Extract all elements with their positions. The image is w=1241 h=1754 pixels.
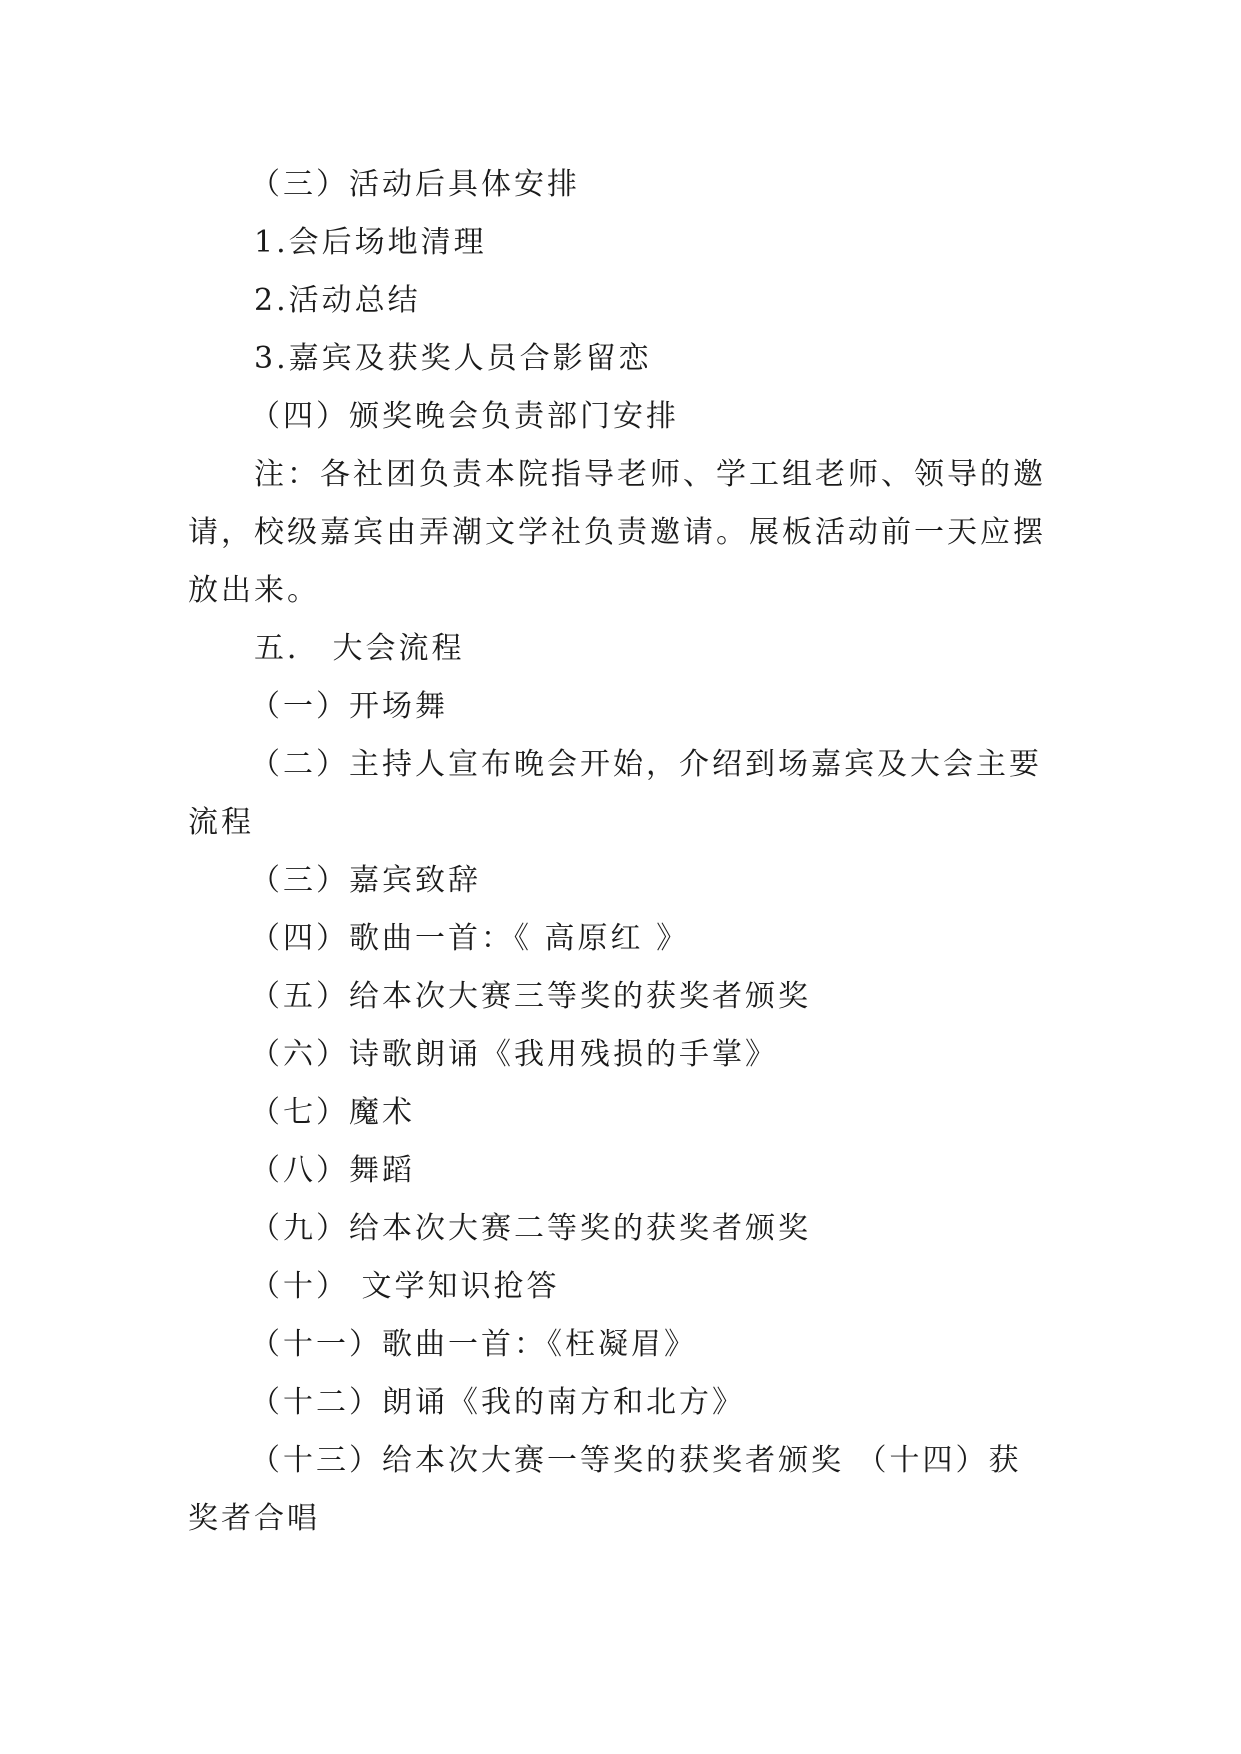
program-item-5: （五）给本次大赛三等奖的获奖者颁奖 (250, 979, 811, 1014)
note-paragraph-line-2: 请，校级嘉宾由弄潮文学社负责邀请。展板活动前一天应摆 (188, 515, 1046, 550)
program-item-4: （四）歌曲一首：《 高原红 》 (250, 921, 690, 956)
program-item-10: （十） 文学知识抢答 (250, 1269, 560, 1304)
section-heading-program: 五． 大会流程 (254, 631, 465, 666)
program-item-8: （八）舞蹈 (250, 1153, 415, 1188)
document-body (188, 156, 1048, 1548)
list-item-venue-cleanup: 1.会后场地清理 (254, 225, 487, 260)
program-item-6: （六）诗歌朗诵《我用残损的手掌》 (250, 1037, 778, 1072)
program-item-2-line-1: （二）主持人宣布晚会开始，介绍到场嘉宾及大会主要 (250, 747, 1042, 782)
program-item-13-14-line-1: （十三）给本次大赛一等奖的获奖者颁奖 （十四）获 (250, 1443, 1022, 1478)
section-heading-after-event: （三）活动后具体安排 (250, 167, 580, 202)
section-heading-departments: （四）颁奖晚会负责部门安排 (250, 399, 679, 434)
list-item-group-photo: 3.嘉宾及获奖人员合影留恋 (254, 341, 652, 376)
note-paragraph-line-3: 放出来。 (188, 573, 320, 608)
program-item-9: （九）给本次大赛二等奖的获奖者颁奖 (250, 1211, 811, 1246)
program-item-14-line-2: 奖者合唱 (188, 1501, 320, 1536)
program-item-1: （一）开场舞 (250, 689, 448, 724)
list-item-event-summary: 2.活动总结 (254, 283, 421, 318)
program-item-3: （三）嘉宾致辞 (250, 863, 481, 898)
note-paragraph-line-1: 注：各社团负责本院指导老师、学工组老师、领导的邀 (254, 457, 1046, 492)
program-item-11: （十一）歌曲一首：《枉凝眉》 (250, 1327, 697, 1362)
program-item-12: （十二）朗诵《我的南方和北方》 (250, 1385, 745, 1420)
program-item-7: （七）魔术 (250, 1095, 415, 1130)
program-item-2-line-2: 流程 (188, 805, 254, 840)
